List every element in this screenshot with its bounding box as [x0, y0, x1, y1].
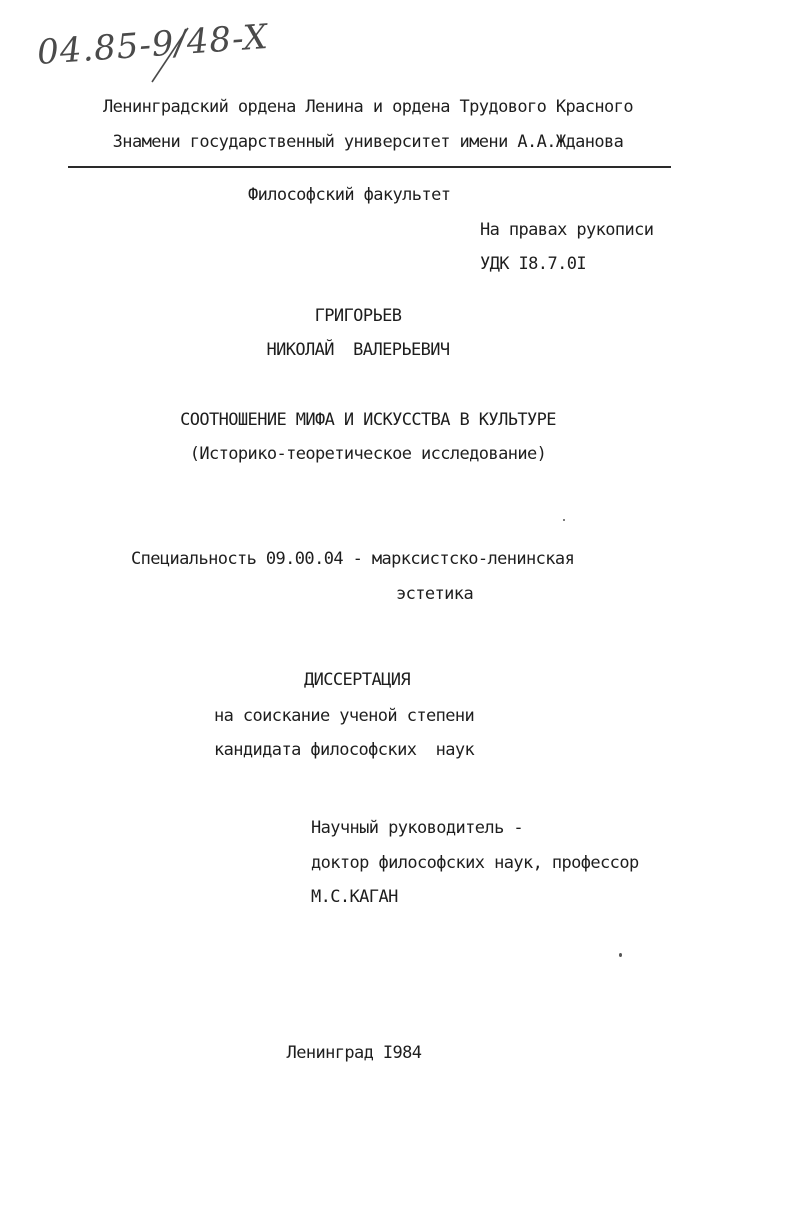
udc-code: УДК I8.7.0I — [480, 254, 586, 274]
degree-line-2: кандидата философских наук — [214, 740, 475, 760]
advisor-credentials: доктор философских наук, профессор — [311, 853, 639, 873]
author-surname: ГРИГОРЬЕВ — [314, 306, 402, 326]
dissertation-title: СООТНОШЕНИЕ МИФА И ИСКУССТВА В КУЛЬТУРЕ — [180, 410, 556, 430]
manuscript-rights: На правах рукописи — [480, 220, 654, 240]
degree-line-1: на соискание ученой степени — [214, 706, 475, 726]
header-divider — [68, 166, 671, 168]
advisor-name: М.С.КАГАН — [311, 887, 398, 907]
scan-speck — [619, 953, 622, 957]
place-and-year: Ленинград I984 — [286, 1043, 422, 1063]
work-type-heading: ДИССЕРТАЦИЯ — [304, 670, 410, 690]
scan-speck — [563, 519, 565, 521]
dissertation-subtitle: (Историко-теоретическое исследование) — [189, 444, 547, 464]
institution-line-1: Ленинградский ордена Ленина и ордена Трудового Красного — [103, 97, 633, 117]
specialty-line-2: эстетика — [396, 584, 474, 604]
svg-text:04.85-9/48-X: 04.85-9/48-X — [35, 16, 270, 73]
handwritten-archive-number — [30, 12, 270, 92]
institution-line-2: Знамени государственный университет имени А.А.Жданова — [112, 132, 624, 152]
advisor-label: Научный руководитель - — [311, 818, 523, 838]
author-given-names: НИКОЛАЙ ВАЛЕРЬЕВИЧ — [266, 340, 450, 360]
faculty: Философский факультет — [248, 185, 451, 205]
specialty-line-1: Специальность 09.00.04 - марксистско-ленинская — [131, 549, 575, 569]
